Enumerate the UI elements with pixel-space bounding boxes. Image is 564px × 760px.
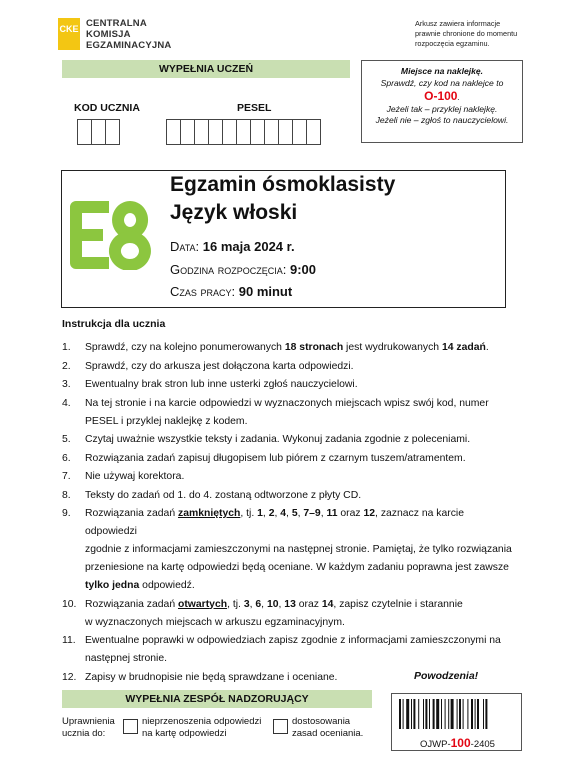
good-luck-text: Powodzenia!: [414, 670, 479, 682]
instruction-item: 4. Na tej stronie i na karcie odpowiedzi w wyznaczonych miejscach wpisz swój kod, numer PESEL i przyklej naklejkę z kodem.: [62, 397, 489, 427]
supervisor-section-header: WYPEŁNIA ZESPÓŁ NADZORUJĄCY: [62, 690, 372, 708]
adjusted-scoring-label: dostosowania zasad oceniania.: [292, 716, 364, 739]
instructions-title: Instrukcja dla ucznia: [62, 318, 166, 330]
code-digit-box[interactable]: [91, 119, 106, 145]
instruction-item: 5. Czytaj uważnie wszystkie teksty i zadania. Wykonuj zadania zgodnie z poleceniami.: [62, 434, 471, 445]
legal-note: Arkusz zawiera informacje prawnie chronione do momentu rozpoczęcia egzaminu.: [415, 19, 518, 48]
code-digit-box[interactable]: [77, 119, 92, 145]
instruction-item: 9. Rozwiązania zadań zamkniętych, tj. 1, 2, 4, 5, 7–9, 11 oraz 12, zaznacz na karcie odpowiedzi zgodnie z informacjami zamieszczonymi na następnej stronie. Pamiętaj, że tylko rozwiązania przeniesione na kartę odpowiedzi będą oceniane. W każdym zadaniu poprawna jest zawsze tylko jedna odpowiedź.: [62, 508, 512, 591]
exam-subject: Język włoski: [170, 201, 298, 224]
pesel-digit-box[interactable]: [180, 119, 195, 145]
svg-text:E8: E8: [69, 200, 71, 201]
sticker-code: O-100: [424, 89, 458, 103]
barcode-icon: [399, 699, 514, 729]
pesel-digit-box[interactable]: [208, 119, 223, 145]
pesel-digit-box[interactable]: [166, 119, 181, 145]
pesel-digit-box[interactable]: [264, 119, 279, 145]
pesel-digit-box[interactable]: [222, 119, 237, 145]
instruction-item: 6. Rozwiązania zadań zapisuj długopisem lub piórem z czarnym tuszem/atramentem.: [62, 452, 466, 464]
exam-date: Data: 16 maja 2024 r.: [170, 239, 295, 254]
student-section-header: WYPEŁNIA UCZEŃ: [62, 60, 350, 78]
e8-logo: [69, 200, 155, 270]
instruction-item: 2. Sprawdź, czy do arkusza jest dołączona karta odpowiedzi.: [62, 360, 354, 372]
instruction-item: 11. Ewentualne poprawki w odpowiedziach zapisz zgodnie z informacjami zamieszczonymi na następnej stronie.: [62, 635, 501, 664]
exam-title: Egzamin ósmoklasisty: [170, 173, 396, 196]
instruction-item: 12. Zapisy w brudnopisie nie będą sprawdzane i oceniane.: [62, 671, 338, 683]
pesel-digit-box[interactable]: [194, 119, 209, 145]
no-transfer-checkbox[interactable]: [123, 719, 138, 734]
instruction-item: 8. Teksty do zadań od 1. do 4. zostaną odtworzone z płyty CD.: [62, 489, 362, 501]
no-transfer-label: nieprzenoszenia odpowiedzi na kartę odpowiedzi: [142, 716, 262, 739]
pesel-digit-box[interactable]: [306, 119, 321, 145]
instruction-item: 3. Ewentualny brak stron lub inne usterki zgłoś nauczycielowi.: [62, 379, 358, 390]
instruction-item: 7. Nie używaj korektora.: [62, 471, 185, 482]
sticker-area: Miejsce na naklejkę. Sprawdź, czy kod na naklejce to O-100. Jeżeli tak – przyklej naklejkę. Jeżeli nie – zgłoś to nauczycielowi.: [361, 60, 523, 143]
exam-start-time: Godzina rozpoczęcia: 9:00: [170, 262, 316, 277]
instruction-item: 10. Rozwiązania zadań otwartych, tj. 3, 6, 10, 13 oraz 14, zapisz czytelnie i starannie w wyznaczonych miejscach w arkuszu egzaminacyjnym.: [62, 598, 463, 628]
document-code: OJWP-100-2405: [420, 736, 495, 750]
cke-name: CENTRALNA KOMISJA EGZAMINACYJNA: [86, 18, 172, 51]
exam-duration: Czas pracy: 90 minut: [170, 284, 293, 299]
pesel-boxes[interactable]: [166, 119, 320, 145]
pesel-digit-box[interactable]: [292, 119, 307, 145]
cke-mark: CKE: [58, 18, 80, 50]
instructions-list: [62, 339, 517, 687]
pesel-digit-box[interactable]: [236, 119, 251, 145]
student-code-boxes[interactable]: [77, 119, 119, 145]
cke-logo: [58, 18, 188, 52]
adjusted-scoring-checkbox[interactable]: [273, 719, 288, 734]
code-digit-box[interactable]: [105, 119, 120, 145]
student-code-label: KOD UCZNIA: [74, 102, 140, 114]
pesel-label: PESEL: [237, 102, 272, 114]
pesel-digit-box[interactable]: [278, 119, 293, 145]
entitlements-label: Uprawnienia ucznia do:: [62, 716, 115, 739]
instruction-item: 1. Sprawdź, czy na kolejno ponumerowanych 18 stronach jest wydrukowanych 14 zadań.: [62, 342, 489, 353]
pesel-digit-box[interactable]: [250, 119, 265, 145]
